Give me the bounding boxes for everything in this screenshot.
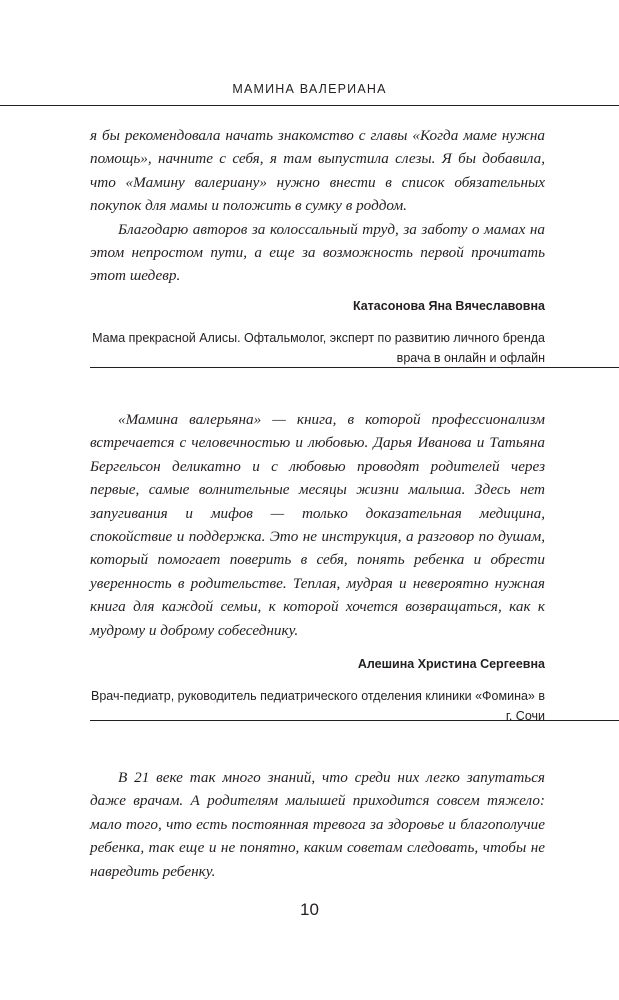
review-1-author-name: Катасонова Яна Вячеславовна bbox=[352, 299, 545, 313]
running-head: МАМИНА ВАЛЕРИАНА bbox=[232, 82, 387, 96]
review-1-paragraph-2: Благодарю авторов за колоссальный труд, за заботу о мамах на этом непростом пути, а еще за возможность первой прочитать этот шедевр. bbox=[90, 220, 545, 285]
review-2-paragraph-1: «Мамина валерьяна» — книга, в которой профессионализм встречается с человечностью и любовью. Дарья Иванова и Татьяна Бергельсон деликатно и с любовью проводят родителей через первые, самые волнительные месяцы жизни малыша. Здесь нет запугивания и мифов — только доказательная медицина, спокойствие и поддержка. Это не инструкция, а разговор по душам, который помогает поверить в себя, понять ребенка и обрести уверенность в родительстве. Теплая, мудрая и невероятно нужная книга для каждой семьи, к которой хочется возвращаться, как к мудрому и доброму собеседнику. bbox=[90, 411, 545, 639]
review-1-paragraph-1: я бы рекомендовала начать знакомство с главы «Когда маме нужна помощь», начните с себя, я там выпустила слезы. Я бы добавила, что «Мамину валериану» нужно внести в список обязательных покупок для мамы и положить в сумку в роддом. bbox=[90, 127, 545, 215]
review-2-author-description: Врач-педиатр, руководитель педиатрического отделения клиники «Фомина» в г. Сочи bbox=[91, 689, 545, 723]
review-1-text bbox=[90, 124, 545, 288]
page-number: 10 bbox=[300, 900, 319, 919]
header-rule bbox=[0, 105, 619, 106]
review-2-author-name: Алешина Христина Сергеевна bbox=[357, 657, 545, 671]
review-1-author-description: Мама прекрасной Алисы. Офтальмолог, эксперт по развитию личного бренда врача в онлайн и офлайн bbox=[92, 331, 545, 365]
divider-2 bbox=[90, 720, 619, 721]
review-3-paragraph-1: В 21 веке так много знаний, что среди них легко запутаться даже врачам. А родителям малышей приходится совсем тяжело: мало того, что есть постоянная тревога за здоровье и благополучие ребенка, так еще и не понятно, каким советам следовать, чтобы не навредить ребенку. bbox=[90, 769, 545, 880]
review-2-signature bbox=[85, 656, 545, 726]
divider-1 bbox=[90, 367, 619, 368]
review-2-text bbox=[90, 408, 545, 642]
review-1-signature bbox=[85, 298, 545, 368]
review-3-text bbox=[90, 766, 545, 883]
